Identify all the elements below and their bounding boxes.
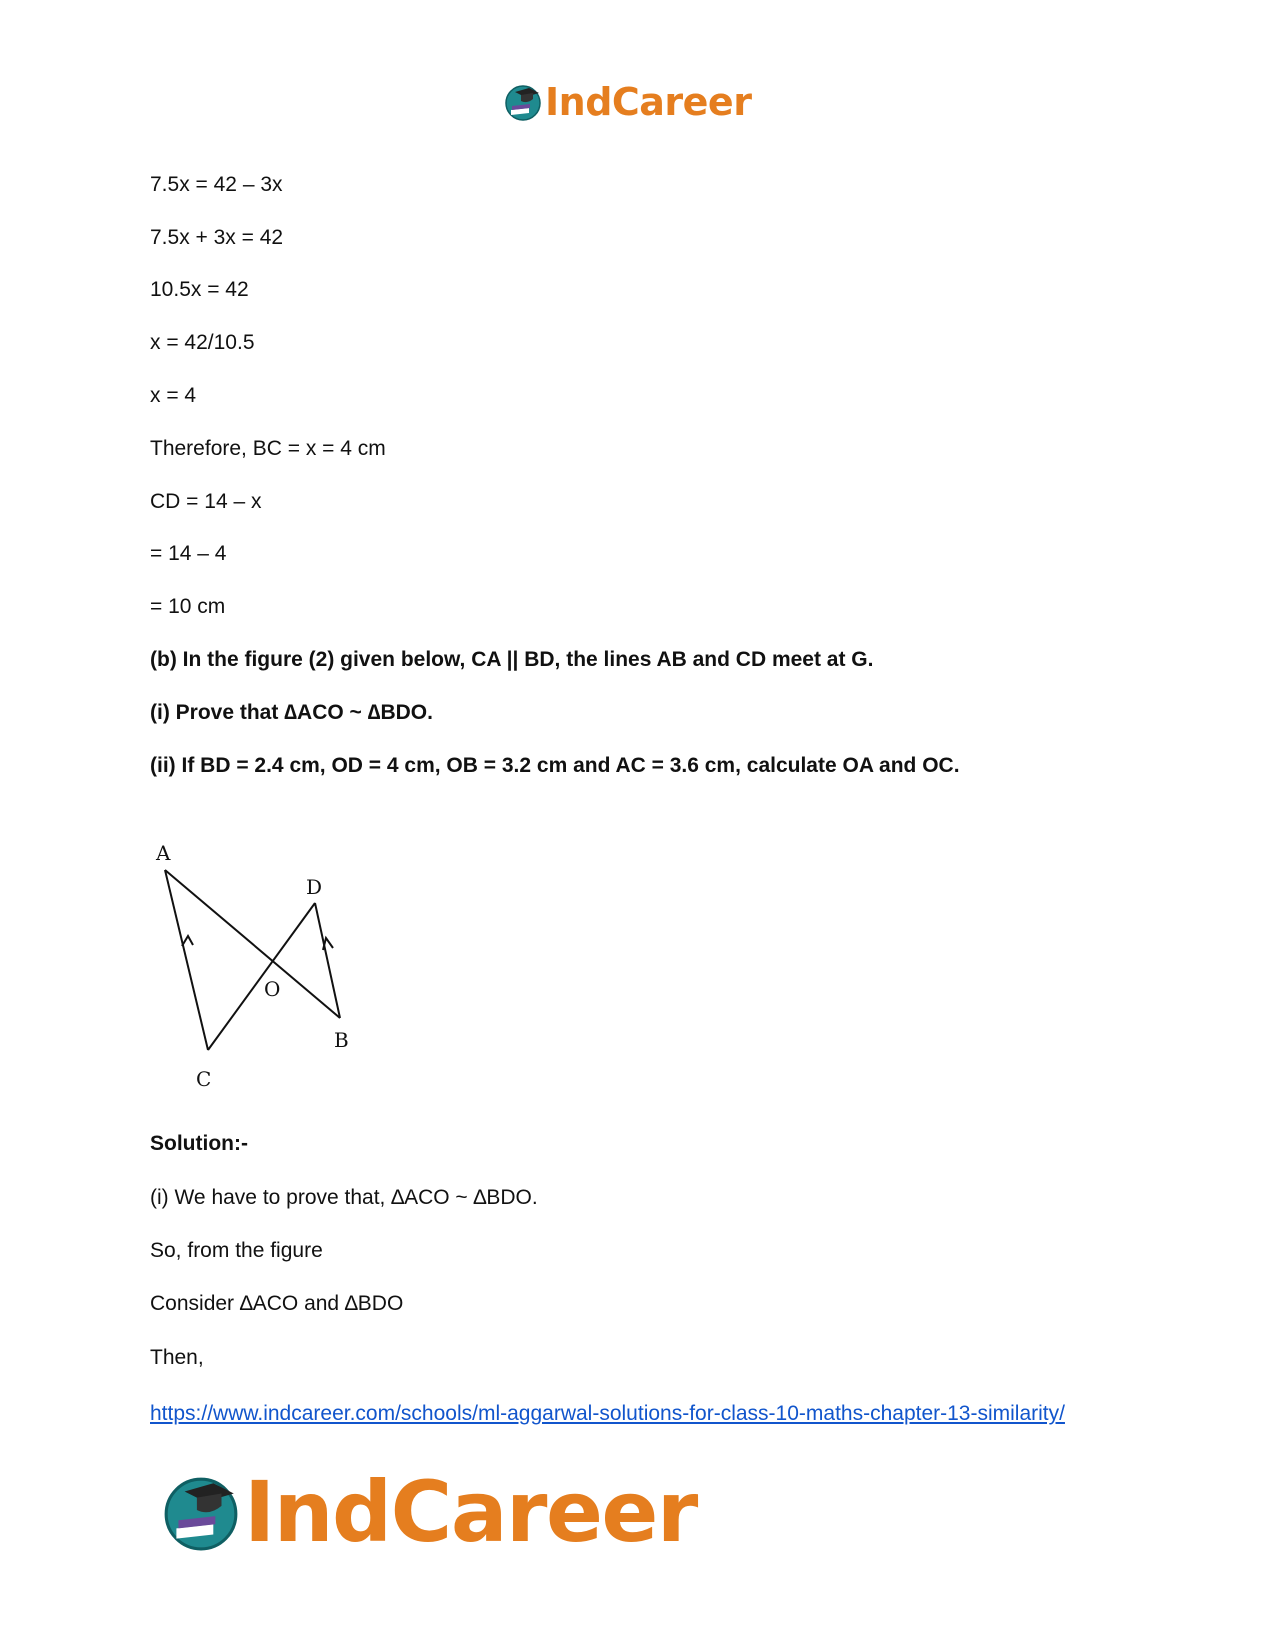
equation-line: x = 4 [150,384,197,407]
globe-graduation-cap-icon [160,1471,242,1553]
solution-line: So, from the figure [150,1239,323,1262]
footer-logo [160,1463,697,1561]
equation-line: = 14 – 4 [150,542,227,565]
question-heading: (b) In the figure (2) given below, CA || BD, the lines AB and CD meet at G. [150,648,874,671]
result-line: Therefore, BC = x = 4 cm [150,437,386,460]
label-a: A [156,841,171,865]
segment-ac [165,870,208,1050]
label-c: C [196,1067,212,1091]
question-part-ii: (ii) If BD = 2.4 cm, OD = 4 cm, OB = 3.2 cm and AC = 3.6 cm, calculate OA and OC. [150,754,960,777]
equation-line: 10.5x = 42 [150,278,249,301]
solution-line: (i) We have to prove that, ∆ACO ~ ∆BDO. [150,1186,538,1209]
equation-line: 7.5x + 3x = 42 [150,226,284,249]
triangle-figure [150,838,360,1098]
logo-text: IndCareer [244,1463,697,1561]
equation-line: = 10 cm [150,595,226,618]
logo-text: IndCareer [545,80,752,124]
solution-line: Consider ∆ACO and ∆BDO [150,1292,404,1315]
label-o: O [264,977,281,1001]
equation-line: x = 42/10.5 [150,331,255,354]
source-link[interactable]: https://www.indcareer.com/schools/ml-aggarwal-solutions-for-class-10-maths-chapter-13-similarity/ [150,1402,1065,1425]
header-logo [503,80,751,124]
solution-line: Then, [150,1346,204,1369]
equation-line: 7.5x = 42 – 3x [150,173,283,196]
parallel-arrow-ca [182,936,193,946]
equation-line: CD = 14 – x [150,490,262,513]
segment-cd [208,903,315,1050]
question-part-i: (i) Prove that ∆ACO ~ ∆BDO. [150,701,433,724]
globe-graduation-cap-icon [503,82,543,122]
label-b: B [334,1028,349,1052]
solution-heading: Solution:- [150,1132,248,1155]
label-d: D [306,875,323,899]
